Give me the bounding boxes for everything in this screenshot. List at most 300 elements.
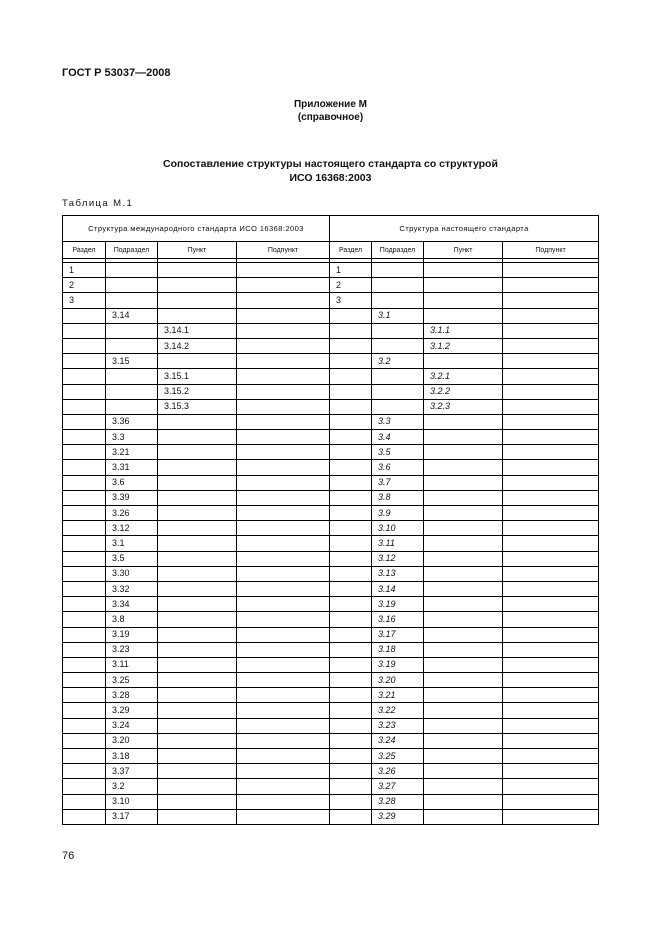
table-cell: 3.21 [372,688,424,703]
table-cell: 1 [330,263,372,278]
table-cell [372,399,424,414]
column-header: Раздел [330,242,372,259]
table-cell: 3.30 [106,566,158,581]
table-row [63,688,599,703]
annex-type: (справочное) [297,112,364,123]
table-row [63,338,599,353]
table-cell [424,506,503,521]
table-cell [330,794,372,809]
table-cell: 3.6 [106,475,158,490]
table-cell [503,369,599,384]
table-cell [237,536,330,551]
table-cell: 3.10 [372,521,424,536]
table-cell [63,551,106,566]
table-cell [237,718,330,733]
table-cell: 3.21 [106,445,158,460]
table-row [63,414,599,429]
column-header: Раздел [63,242,106,259]
table-cell [63,566,106,581]
table-cell [63,749,106,764]
table-cell [503,794,599,809]
table-cell [237,657,330,672]
table-cell [330,323,372,338]
table-cell: 3.7 [372,475,424,490]
table-cell [424,414,503,429]
table-cell: 3.6 [372,460,424,475]
table-cell: 3.18 [106,749,158,764]
table-cell [503,581,599,596]
table-cell [503,673,599,688]
table-cell [63,490,106,505]
annex-title: Приложение М [293,99,368,110]
page-number: 76 [62,850,75,862]
table-cell: 3.14.2 [158,338,237,353]
table-cell [158,536,237,551]
table-row [63,642,599,657]
table-cell [424,627,503,642]
table-cell [503,809,599,824]
table-cell [237,566,330,581]
table-cell [330,445,372,460]
table-cell [158,490,237,505]
column-header: Подпункт [503,242,599,259]
table-row [63,490,599,505]
heading-line-1: Сопоставление структуры настоящего стандарта со структурой [163,158,498,170]
table-row [63,597,599,612]
table-cell [372,263,424,278]
table-cell [237,475,330,490]
table-cell: 3.25 [106,673,158,688]
table-row [63,627,599,642]
table-cell: 3.1 [106,536,158,551]
table-cell [63,338,106,353]
table-row [63,794,599,809]
table-cell [424,703,503,718]
table-row [63,354,599,369]
table-row [63,657,599,672]
table-cell [330,521,372,536]
table-cell [158,293,237,308]
table-cell [503,354,599,369]
table-cell: 3.11 [106,657,158,672]
table-cell: 3.12 [372,551,424,566]
table-cell: 3.23 [106,642,158,657]
table-cell: 3.19 [372,657,424,672]
table-cell: 3.17 [372,627,424,642]
table-cell [63,642,106,657]
header-international-standard: Структура международного стандарта ИСО 16368:2003 [63,216,330,242]
table-cell [158,445,237,460]
table-cell [63,506,106,521]
table-cell [237,703,330,718]
table-cell: 3.14 [106,308,158,323]
table-cell [63,384,106,399]
table-cell [424,475,503,490]
table-cell [503,384,599,399]
table-cell [106,293,158,308]
table-cell [158,612,237,627]
table-cell [106,369,158,384]
table-cell [158,673,237,688]
table-cell [503,323,599,338]
table-cell: 2 [63,278,106,293]
table-row [63,460,599,475]
table-cell [63,794,106,809]
table-cell: 3.14 [372,581,424,596]
table-cell [424,263,503,278]
table-cell [237,779,330,794]
table-cell [424,490,503,505]
table-cell: 3.24 [106,718,158,733]
table-cell [330,749,372,764]
table-row [63,779,599,794]
table-cell: 3.17 [106,809,158,824]
table-cell [330,597,372,612]
table-row [63,278,599,293]
table-cell [424,597,503,612]
table-cell: 3.1.2 [424,338,503,353]
table-cell: 3.15.3 [158,399,237,414]
table-cell: 3.19 [106,627,158,642]
table-cell: 3.5 [106,551,158,566]
table-cell [158,566,237,581]
table-cell [503,460,599,475]
table-cell [424,794,503,809]
table-cell [237,414,330,429]
table-cell [158,627,237,642]
table-cell: 3.16 [372,612,424,627]
table-cell [63,354,106,369]
table-cell [330,308,372,323]
table-cell [372,293,424,308]
table-cell [63,323,106,338]
table-cell: 3.28 [372,794,424,809]
table-cell [158,657,237,672]
table-cell [237,430,330,445]
table-cell [158,278,237,293]
table-cell: 3.1.1 [424,323,503,338]
table-cell [503,627,599,642]
table-cell [424,673,503,688]
table-cell [158,414,237,429]
table-cell [424,460,503,475]
table-cell [503,338,599,353]
table-cell [503,430,599,445]
table-cell: 3.2.1 [424,369,503,384]
table-row [63,581,599,596]
table-cell [106,384,158,399]
table-cell [330,809,372,824]
table-cell: 3.22 [372,703,424,718]
table-cell [237,764,330,779]
table-cell [503,521,599,536]
table-cell: 3.3 [372,414,424,429]
table-cell: 3.29 [106,703,158,718]
table-cell: 3.14.1 [158,323,237,338]
heading-line-2: ИСО 16368:2003 [289,172,372,184]
table-cell: 3.5 [372,445,424,460]
table-cell: 3.11 [372,536,424,551]
table-cell [424,779,503,794]
table-cell [330,627,372,642]
table-cell [158,642,237,657]
table-cell [330,399,372,414]
table-cell [63,657,106,672]
table-cell: 3.15.2 [158,384,237,399]
table-cell: 3.8 [372,490,424,505]
table-cell [158,263,237,278]
table-cell [330,460,372,475]
table-cell [330,581,372,596]
table-row [63,749,599,764]
table-cell [63,597,106,612]
table-cell [424,657,503,672]
table-cell [424,733,503,748]
table-cell [237,278,330,293]
table-cell [158,506,237,521]
table-cell [503,490,599,505]
table-row [63,733,599,748]
table-cell [106,278,158,293]
table-cell [503,445,599,460]
table-cell [503,566,599,581]
table-cell [424,612,503,627]
table-cell [503,688,599,703]
table-cell [372,323,424,338]
table-cell [237,460,330,475]
table-row [63,536,599,551]
table-cell [424,521,503,536]
table-cell [372,384,424,399]
section-heading [0,157,661,185]
table-row [63,703,599,718]
table-cell [237,384,330,399]
table-cell [330,657,372,672]
table-row [63,551,599,566]
table-cell [424,308,503,323]
table-cell: 3.19 [372,597,424,612]
table-cell [330,384,372,399]
table-cell [503,536,599,551]
table-cell [424,445,503,460]
table-cell [106,263,158,278]
table-cell: 3.2 [106,779,158,794]
table-row [63,430,599,445]
table-row [63,308,599,323]
table-cell [503,764,599,779]
table-cell [503,597,599,612]
table-cell [158,551,237,566]
table-cell [503,642,599,657]
table-cell [503,263,599,278]
table-cell [330,566,372,581]
table-cell [158,749,237,764]
table-cell: 3.20 [372,673,424,688]
table-cell [158,354,237,369]
table-cell [237,809,330,824]
table-cell [63,399,106,414]
table-cell [503,733,599,748]
table-cell: 3.36 [106,414,158,429]
table-cell [237,445,330,460]
table-cell [503,278,599,293]
table-cell [158,688,237,703]
table-cell [237,490,330,505]
table-row [63,673,599,688]
table-row [63,369,599,384]
table-cell: 3.23 [372,718,424,733]
table-cell [63,475,106,490]
table-cell [372,278,424,293]
table-cell [63,430,106,445]
table-cell [424,749,503,764]
table-cell [503,506,599,521]
table-cell [158,764,237,779]
table-cell [158,308,237,323]
table-cell [63,612,106,627]
table-cell [63,718,106,733]
table-cell [424,642,503,657]
table-cell: 3.13 [372,566,424,581]
table-cell [330,642,372,657]
table-cell: 3.3 [106,430,158,445]
table-row [63,506,599,521]
table-cell [63,733,106,748]
table-row [63,521,599,536]
table-cell [63,764,106,779]
table-cell [158,794,237,809]
table-cell [63,703,106,718]
table-cell [63,460,106,475]
table-cell [330,338,372,353]
table-cell: 3.26 [372,764,424,779]
table-cell [237,581,330,596]
table-cell [330,779,372,794]
table-row [63,263,599,278]
table-cell [237,612,330,627]
table-cell [424,551,503,566]
table-cell [503,612,599,627]
table-cell [158,475,237,490]
table-cell: 2 [330,278,372,293]
table-cell [237,673,330,688]
table-row [63,399,599,414]
table-cell [424,764,503,779]
table-cell [424,718,503,733]
table-cell [330,490,372,505]
table-cell [330,506,372,521]
column-header: Подраздел [106,242,158,259]
table-cell [237,293,330,308]
table-row [63,612,599,627]
table-cell [330,551,372,566]
table-cell [237,369,330,384]
table-label: Таблица М.1 [62,198,134,209]
table-row [63,445,599,460]
table-cell: 3.2.3 [424,399,503,414]
table-cell [330,430,372,445]
table-cell: 3.2.2 [424,384,503,399]
table-cell [237,749,330,764]
table-cell [63,369,106,384]
column-header: Подпункт [237,242,330,259]
table-cell [330,369,372,384]
table-cell: 3.37 [106,764,158,779]
table-cell: 3.20 [106,733,158,748]
table-cell [158,703,237,718]
table-cell [330,475,372,490]
column-header: Пункт [424,242,503,259]
table-cell [503,399,599,414]
table-cell [237,551,330,566]
table-cell [503,718,599,733]
table-cell [424,278,503,293]
table-cell [158,521,237,536]
table-cell [503,657,599,672]
table-cell [503,293,599,308]
table-cell [237,642,330,657]
table-cell [503,703,599,718]
table-cell: 3.1 [372,308,424,323]
table-cell [237,338,330,353]
table-cell [330,733,372,748]
table-cell [63,673,106,688]
table-cell: 3.39 [106,490,158,505]
table-cell: 3.10 [106,794,158,809]
table-cell [424,430,503,445]
table-cell [503,749,599,764]
table-row [63,764,599,779]
table-cell [237,399,330,414]
table-cell [330,673,372,688]
table-cell: 3.25 [372,749,424,764]
table-cell [63,445,106,460]
table-cell: 1 [63,263,106,278]
table-cell [158,597,237,612]
table-cell: 3.18 [372,642,424,657]
table-cell [237,627,330,642]
table-cell [237,521,330,536]
table-cell [424,566,503,581]
table-cell [237,688,330,703]
table-row [63,384,599,399]
table-cell [237,354,330,369]
table-cell [237,263,330,278]
table-cell [330,612,372,627]
table-cell [106,399,158,414]
table-cell [424,688,503,703]
table-cell [63,809,106,824]
table-cell [158,460,237,475]
table-cell [106,323,158,338]
table-cell: 3.15.1 [158,369,237,384]
table-cell: 3.28 [106,688,158,703]
table-cell [63,688,106,703]
table-cell [330,414,372,429]
table-cell [330,688,372,703]
header-this-standard: Структура настоящего стандарта [330,216,599,242]
table-cell [503,551,599,566]
table-cell [330,536,372,551]
table-cell [372,338,424,353]
table-cell: 3.8 [106,612,158,627]
table-cell [63,521,106,536]
table-cell [106,338,158,353]
table-cell: 3 [330,293,372,308]
table-cell [237,597,330,612]
table-row [63,293,599,308]
table-cell [158,733,237,748]
